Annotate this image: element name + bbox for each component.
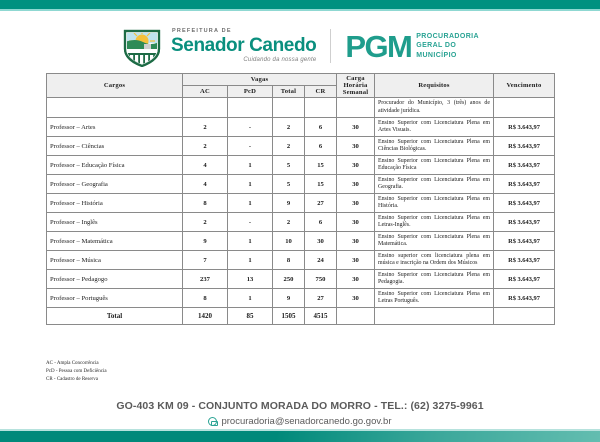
cell-cargo: Professor – Educação Física	[47, 156, 183, 175]
document-header	[0, 22, 600, 70]
th-cargos: Cargos	[47, 74, 183, 98]
cell-cr: 6	[305, 213, 337, 232]
cell-ac: 8	[183, 289, 228, 308]
cell-pcd: -	[228, 137, 273, 156]
cell-total: 10	[273, 232, 305, 251]
cell-carga-horaria: 30	[337, 289, 375, 308]
cell-requisito: Ensino Superior com Licenciatura Plena em História.	[375, 194, 494, 213]
prefeitura-wordmark	[170, 29, 316, 63]
cell-total-ac: 1420	[183, 308, 228, 325]
table-row	[47, 156, 555, 175]
cell-cr: 24	[305, 251, 337, 270]
cell-cargo: Professor – Inglês	[47, 213, 183, 232]
table-legend	[46, 360, 107, 383]
table-total-row	[47, 308, 555, 325]
cell-requisito: Ensino superior com licenciatura plena em música e inscrição na Ordem dos Músicos	[375, 251, 494, 270]
pgm-logo	[345, 28, 479, 64]
legend-item: AC - Ampla Concorrência	[46, 361, 99, 366]
pgm-subtitle-line2: GERAL DO	[416, 42, 457, 50]
th-requisitos: Requisitos	[375, 74, 494, 98]
cell-ac: 237	[183, 270, 228, 289]
prefeitura-label: PREFEITURA DE	[172, 28, 232, 35]
cell-ac: 2	[183, 118, 228, 137]
cell-ac: 7	[183, 251, 228, 270]
th-ac: AC	[183, 86, 228, 98]
cell-total: 5	[273, 175, 305, 194]
cell-carga-horaria: 30	[337, 118, 375, 137]
footer-email: procuradoria@senadorcanedo.go.gov.br	[221, 416, 392, 427]
positions-table	[46, 73, 555, 325]
table-header-row-1	[47, 74, 555, 86]
cell-total-requisito	[375, 308, 494, 325]
cell-total-carga	[337, 308, 375, 325]
cell-cr: 6	[305, 118, 337, 137]
cell-pcd: -	[228, 213, 273, 232]
cell-vencimento: R$ 3.643,97	[494, 175, 555, 194]
cell-total: 250	[273, 270, 305, 289]
cell-vencimento: R$ 3.643,97	[494, 118, 555, 137]
cell-cargo: Professor – Pedagogo	[47, 270, 183, 289]
cell-carga-horaria: 30	[337, 137, 375, 156]
cell-cr: 750	[305, 270, 337, 289]
table-row	[47, 118, 555, 137]
cell-requisito: Ensino Superior com Licenciatura Plena em Geografia.	[375, 175, 494, 194]
pgm-wordmark: PGM	[345, 28, 412, 64]
legend-item: CR - Cadastro de Reserva	[46, 376, 98, 382]
pgm-subtitle-line3: MUNICÍPIO	[416, 51, 457, 59]
cell-requisito: Ensino Superior com Licenciatura Plena em Letras-Inglês.	[375, 213, 494, 232]
table-row	[47, 251, 555, 270]
cell-cargo: Professor – Artes	[47, 118, 183, 137]
legend-item: PcD - Pessoa com Deficiência	[46, 368, 107, 374]
cell-pcd: 1	[228, 194, 273, 213]
top-accent-bar-thin	[0, 9, 600, 11]
cell-vencimento	[494, 98, 555, 118]
cell-vencimento: R$ 3.643,97	[494, 194, 555, 213]
th-pcd: PcD	[228, 86, 273, 98]
cell-vencimento: R$ 3.643,97	[494, 232, 555, 251]
cell-total-cr: 4515	[305, 308, 337, 325]
cell-pcd: 1	[228, 156, 273, 175]
cell-cargo: Professor – Matemática	[47, 232, 183, 251]
cell-pcd: -	[228, 118, 273, 137]
cell-carga-horaria: 30	[337, 175, 375, 194]
cell-carga-horaria: 30	[337, 213, 375, 232]
cell-total: 5	[273, 156, 305, 175]
cell-total: 2	[273, 118, 305, 137]
bottom-accent-bar	[0, 431, 600, 442]
th-cr: CR	[305, 86, 337, 98]
prefeitura-logo	[121, 25, 316, 67]
cell-cargo: Professor – Música	[47, 251, 183, 270]
cell-ac: 9	[183, 232, 228, 251]
cell-cargo: Professor – Geografia	[47, 175, 183, 194]
cell-ac: 4	[183, 156, 228, 175]
table-row	[47, 270, 555, 289]
cell-cr: 15	[305, 175, 337, 194]
coat-of-arms-icon	[121, 25, 163, 67]
cell-carga-horaria: 30	[337, 270, 375, 289]
table-row	[47, 137, 555, 156]
cell-cr: 27	[305, 194, 337, 213]
cell-vencimento: R$ 3.643,97	[494, 270, 555, 289]
th-total: Total	[273, 86, 305, 98]
city-name: Senador Canedo	[171, 34, 317, 56]
document-footer	[0, 400, 600, 427]
cell-requisito: Ensino Superior com Licenciatura Plena em Ciências Biológicas.	[375, 137, 494, 156]
cell-requisito: Ensino Superior com Licenciatura Plena em Artes Visuais.	[375, 118, 494, 137]
cell-vencimento: R$ 3.643,97	[494, 137, 555, 156]
cell-carga-horaria: 30	[337, 156, 375, 175]
cell-requisito: Ensino Superior com Licenciatura Plena em Educação Física	[375, 156, 494, 175]
cell-requisito: Ensino Superior com Licenciatura Plena em Letras Português.	[375, 289, 494, 308]
pgm-subtitle-line1: PROCURADORIA	[416, 33, 479, 41]
cell-ac: 2	[183, 137, 228, 156]
city-tagline: Cuidando da nossa gente	[243, 56, 317, 63]
cell-total: 2	[273, 213, 305, 232]
cell-pcd: 1	[228, 232, 273, 251]
cell-requisito: Procurador do Município, 3 (três) anos de atividade jurídica.	[375, 98, 494, 118]
cell-vencimento: R$ 3.643,97	[494, 213, 555, 232]
cell-cargo	[47, 98, 183, 118]
th-vencimento: Vencimento	[494, 74, 555, 98]
cell-pcd: 1	[228, 175, 273, 194]
header-divider	[330, 29, 331, 63]
cell-requisito: Ensino Superior com Licenciatura Plena em Pedagogia.	[375, 270, 494, 289]
cell-total-label: Total	[47, 308, 183, 325]
cell-pcd: 13	[228, 270, 273, 289]
mail-icon	[208, 417, 217, 426]
cell-carga-horaria: 30	[337, 251, 375, 270]
table-row	[47, 213, 555, 232]
cell-vencimento: R$ 3.643,97	[494, 289, 555, 308]
cell-ac: 2	[183, 213, 228, 232]
table-row	[47, 232, 555, 251]
table-body	[47, 98, 555, 325]
cell-total: 9	[273, 289, 305, 308]
top-accent-bar	[0, 0, 600, 9]
cell-total-total: 1505	[273, 308, 305, 325]
cell-total: 8	[273, 251, 305, 270]
cell-ac	[183, 98, 228, 118]
footer-address: GO-403 KM 09 - CONJUNTO MORADA DO MORRO - TEL.: (62) 3275-9961	[116, 400, 484, 412]
positions-table-container	[46, 73, 554, 325]
cell-ac: 8	[183, 194, 228, 213]
table-row	[47, 289, 555, 308]
pgm-subtitle	[416, 32, 479, 60]
table-row	[47, 98, 555, 118]
cell-cargo: Professor – História	[47, 194, 183, 213]
table-row	[47, 175, 555, 194]
cell-total: 2	[273, 137, 305, 156]
cell-total-pcd: 85	[228, 308, 273, 325]
cell-total: 9	[273, 194, 305, 213]
cell-requisito: Ensino Superior com Licenciatura Plena em Matemática.	[375, 232, 494, 251]
cell-cr: 30	[305, 232, 337, 251]
cell-carga-horaria: 30	[337, 232, 375, 251]
cell-carga-horaria: 30	[337, 194, 375, 213]
cell-cargo: Professor – Ciências	[47, 137, 183, 156]
cell-pcd: 1	[228, 251, 273, 270]
cell-cr: 27	[305, 289, 337, 308]
cell-pcd	[228, 98, 273, 118]
cell-vencimento: R$ 3.643,97	[494, 156, 555, 175]
cell-vencimento: R$ 3.643,97	[494, 251, 555, 270]
cell-total-vencimento	[494, 308, 555, 325]
th-carga-horaria: Carga Horária Semanal	[337, 74, 375, 98]
cell-cr	[305, 98, 337, 118]
cell-cr: 15	[305, 156, 337, 175]
footer-email-line	[0, 416, 600, 427]
table-head	[47, 74, 555, 98]
cell-pcd: 1	[228, 289, 273, 308]
cell-carga-horaria	[337, 98, 375, 118]
cell-cr: 6	[305, 137, 337, 156]
table-row	[47, 194, 555, 213]
cell-cargo: Professor – Português	[47, 289, 183, 308]
cell-ac: 4	[183, 175, 228, 194]
cell-total	[273, 98, 305, 118]
th-vagas: Vagas	[183, 74, 337, 86]
